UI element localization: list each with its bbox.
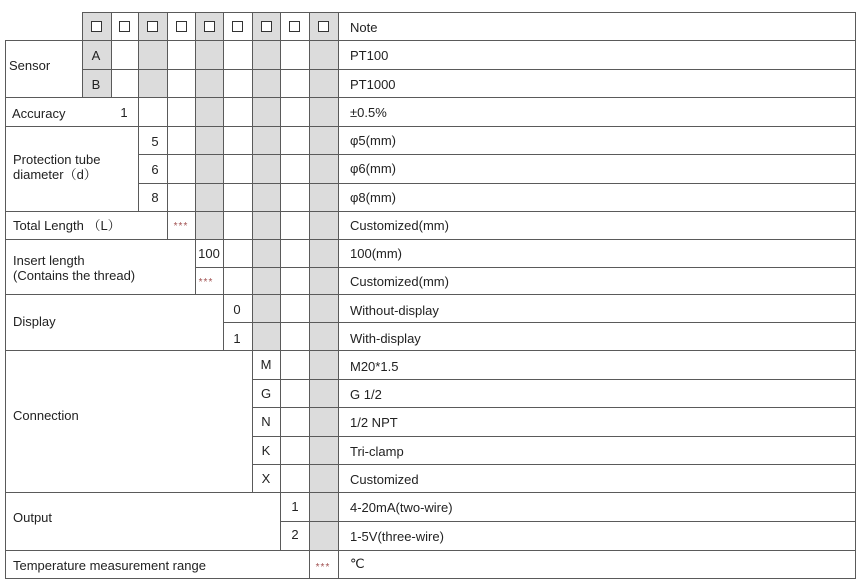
row-line-126 — [5, 126, 855, 127]
note-header: Note — [350, 20, 378, 35]
row-line-211 — [5, 211, 855, 212]
display-note-0: Without-display — [350, 303, 439, 318]
sensor-code-b: B — [91, 77, 101, 92]
temperature-range-code: *** — [315, 562, 331, 573]
row-line-379 — [252, 379, 855, 380]
display-code-1: 1 — [233, 331, 241, 346]
sensor-code-a: A — [91, 48, 101, 63]
insert-length-note-custom: Customized(mm) — [350, 274, 449, 289]
temperature-range-label: Temperature measurement range — [13, 558, 206, 573]
row-line-436 — [252, 436, 855, 437]
insert-length-note-100: 100(mm) — [350, 246, 403, 261]
row-line-464 — [252, 464, 855, 465]
col-line-252 — [252, 12, 253, 492]
row-line-69 — [82, 69, 855, 70]
tube-code-8: 8 — [151, 190, 159, 205]
row-line-239 — [5, 239, 855, 240]
code-box-3 — [147, 21, 158, 32]
tube-code-5: 5 — [151, 134, 159, 149]
connection-note-x: Customized — [350, 472, 419, 487]
row-line-350 — [5, 350, 855, 351]
display-code-0: 0 — [233, 302, 241, 317]
row-line-267 — [195, 267, 855, 268]
table-border-header-top — [82, 12, 855, 13]
insert-length-code-100: 100 — [198, 246, 220, 261]
row-line-154 — [138, 154, 855, 155]
connection-code-m: M — [260, 357, 272, 372]
connection-code-g: G — [260, 386, 272, 401]
display-note-1: With-display — [350, 331, 421, 346]
code-box-2 — [119, 21, 130, 32]
table-border-bottom — [5, 578, 855, 579]
table-border-left — [5, 40, 6, 579]
col-line-280 — [280, 12, 281, 550]
table-border-right — [855, 12, 856, 579]
connection-code-n: N — [261, 414, 271, 429]
connection-code-k: K — [261, 443, 271, 458]
total-length-label: Total Length （L） — [13, 218, 121, 233]
total-length-code: *** — [173, 221, 189, 232]
connection-note-k: Tri-clamp — [350, 444, 404, 459]
insert-length-label-line1: Insert length — [13, 253, 85, 268]
col-line-138 — [138, 12, 139, 211]
total-length-note: Customized(mm) — [350, 218, 449, 233]
code-box-6 — [232, 21, 243, 32]
code-box-4 — [176, 21, 187, 32]
row-line-294 — [5, 294, 855, 295]
sensor-label: Sensor — [9, 58, 51, 73]
tube-code-6: 6 — [151, 162, 159, 177]
sensor-note-a: PT100 — [350, 48, 389, 63]
connection-note-n: 1/2 NPT — [350, 415, 398, 430]
display-label: Display — [13, 314, 56, 329]
row-line-322 — [223, 322, 855, 323]
row-line-550 — [5, 550, 855, 551]
row-line-183 — [138, 183, 855, 184]
sensor-note-b: PT1000 — [350, 77, 396, 92]
accuracy-label: Accuracy — [12, 106, 66, 121]
code-box-7 — [261, 21, 272, 32]
connection-note-m: M20*1.5 — [350, 359, 399, 374]
shaded-column-9 — [309, 12, 338, 550]
col-line-195 — [195, 12, 196, 294]
tube-diameter-label-line2: diameter（d） — [13, 167, 97, 182]
insert-length-code-custom: *** — [198, 277, 214, 288]
shaded-column-7 — [252, 12, 280, 350]
connection-code-x: X — [261, 471, 271, 486]
row-line-407 — [252, 407, 855, 408]
col-line-111 — [111, 12, 112, 97]
output-note-2: 1-5V(three-wire) — [350, 529, 444, 544]
connection-note-g: G 1/2 — [350, 387, 382, 402]
code-box-1 — [91, 21, 102, 32]
code-box-9 — [318, 21, 329, 32]
tube-diameter-label-line1: Protection tube — [13, 152, 101, 167]
table-border-top — [5, 40, 855, 41]
tube-note-6: φ6(mm) — [350, 161, 396, 176]
insert-length-label-line2: (Contains the thread) — [13, 268, 136, 283]
row-line-521 — [280, 521, 855, 522]
code-box-8 — [289, 21, 300, 32]
connection-label: Connection — [13, 408, 79, 423]
accuracy-note: ±0.5% — [350, 105, 387, 120]
output-code-1: 1 — [291, 499, 299, 514]
header-left-edge — [82, 12, 83, 41]
row-line-492 — [5, 492, 855, 493]
tube-note-8: φ8(mm) — [350, 190, 396, 205]
accuracy-code: 1 — [120, 105, 128, 120]
temperature-range-note: ℃ — [350, 556, 365, 571]
code-box-5 — [204, 21, 215, 32]
output-label: Output — [13, 510, 53, 525]
output-note-1: 4-20mA(two-wire) — [350, 500, 453, 515]
row-line-97 — [5, 97, 855, 98]
col-line-223 — [223, 12, 224, 350]
output-code-2: 2 — [291, 527, 299, 542]
tube-note-5: φ5(mm) — [350, 133, 396, 148]
